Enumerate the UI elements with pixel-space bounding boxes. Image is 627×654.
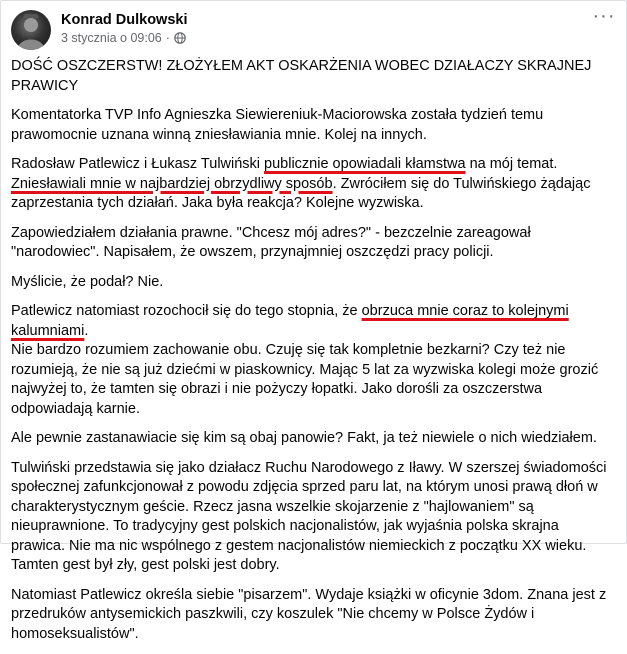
post-content [11,57,611,654]
paragraph-6 [11,302,611,341]
post-meta [61,31,186,45]
paragraph-8: Ale pewnie zastanawiacie się kim są obaj panowie? Fakt, ja też niewiele o nich wiedziałem. [11,430,597,446]
paragraph-3 [11,155,611,214]
paragraph-9: Tulwiński przedstawia się jako działacz Ruchu Narodowego z Iławy. W szerszej świadomości społecznej zafunkcjonował z powodu zdjęcia sprzed paru lat, na którym unosi prawą dłoń w charakterystycznym geście. Rzecz jasna wszelkie skojarzenie z "hajlowaniem" są nieuprawnione. To tradycyjny gest polskich nacjonalistów, jak wyjaśnia polska skrajna prawica. Nie ma nic wspólnego z gestem nacjonalistów niemieckich z początku XX wieku. Tamten gest był zły, gest polski jest dobry. [11,459,607,573]
paragraph-6-text-a: Patlewicz natomiast rozochocił się do tego stopnia, że [11,303,362,319]
globe-icon[interactable] [174,32,186,44]
author-avatar[interactable] [11,10,51,50]
author-name[interactable]: Konrad Dulkowski [61,12,188,28]
post-date[interactable]: 3 stycznia o 09:06 [61,31,162,45]
paragraph-2: Komentatorka TVP Info Agnieszka Siewiereniuk-Maciorowska została tydzień temu prawomocnie uznana winną zniesławiania mnie. Kolej na innych. [11,107,544,143]
paragraph-4: Zapowiedziałem działania prawne. "Chcesz mój adres?" - bezczelnie zareagował "narodowiec". Napisałem, że owszem, przynajmniej oszczędzi pracy policji. [11,224,531,260]
paragraph-10: Natomiast Patlewicz określa siebie "pisarzem". Wydaje książki w oficynie 3dom. Znana jest z przedruków antysemickich paszkwili, czy koszulek "Nie chcemy w Polsce Żydów i homoseksualistów". [11,586,607,642]
meta-separator: · [165,31,170,45]
underlined-phrase-lies: publicznie opowiadali kłamstwa [264,156,466,172]
more-options-icon[interactable]: ··· [592,5,616,27]
avatar-image [11,10,51,50]
paragraph-3-text-e: . Zwróciłem się do Tulwińskiego żądając zaprzestania tych działań. Jaka była reakcja? Kolejne wyzwiska. [11,175,591,211]
paragraph-5: Myślicie, że podał? Nie. [11,273,164,290]
paragraph-3-text-a: Radosław Patlewicz i Łukasz Tulwiński [11,156,265,172]
paragraph-1: DOŚĆ OSZCZERSTW! ZŁOŻYŁEM AKT OSKARŻENIA WOBEC DZIAŁACZY SKRAJNEJ PRAWICY [11,58,592,94]
underlined-phrase-defamation: Zniesławiali mnie w najbardziej obrzydliwy sposób [11,175,333,192]
underlined-phrase-calumnies: obrzuca mnie coraz to kolejnymi kalumniami [11,303,569,339]
paragraph-3-text-c: na mój temat. [465,156,558,172]
paragraph-6-text-c: . [84,322,89,339]
paragraph-7: Nie bardzo rozumiem zachowanie obu. Czuję się tak kompletnie bezkarni? Czy też nie rozumieją, że nie są już dziećmi w piaskownicy. Mając 5 lat za wyzwiska kolegi może grozić najwyżej to, że tamten się obrazi i nie pożyczy łopatki. Jako dorośli za oszczerstwa odpowiadają karnie. [11,342,599,417]
post-header [11,5,616,50]
